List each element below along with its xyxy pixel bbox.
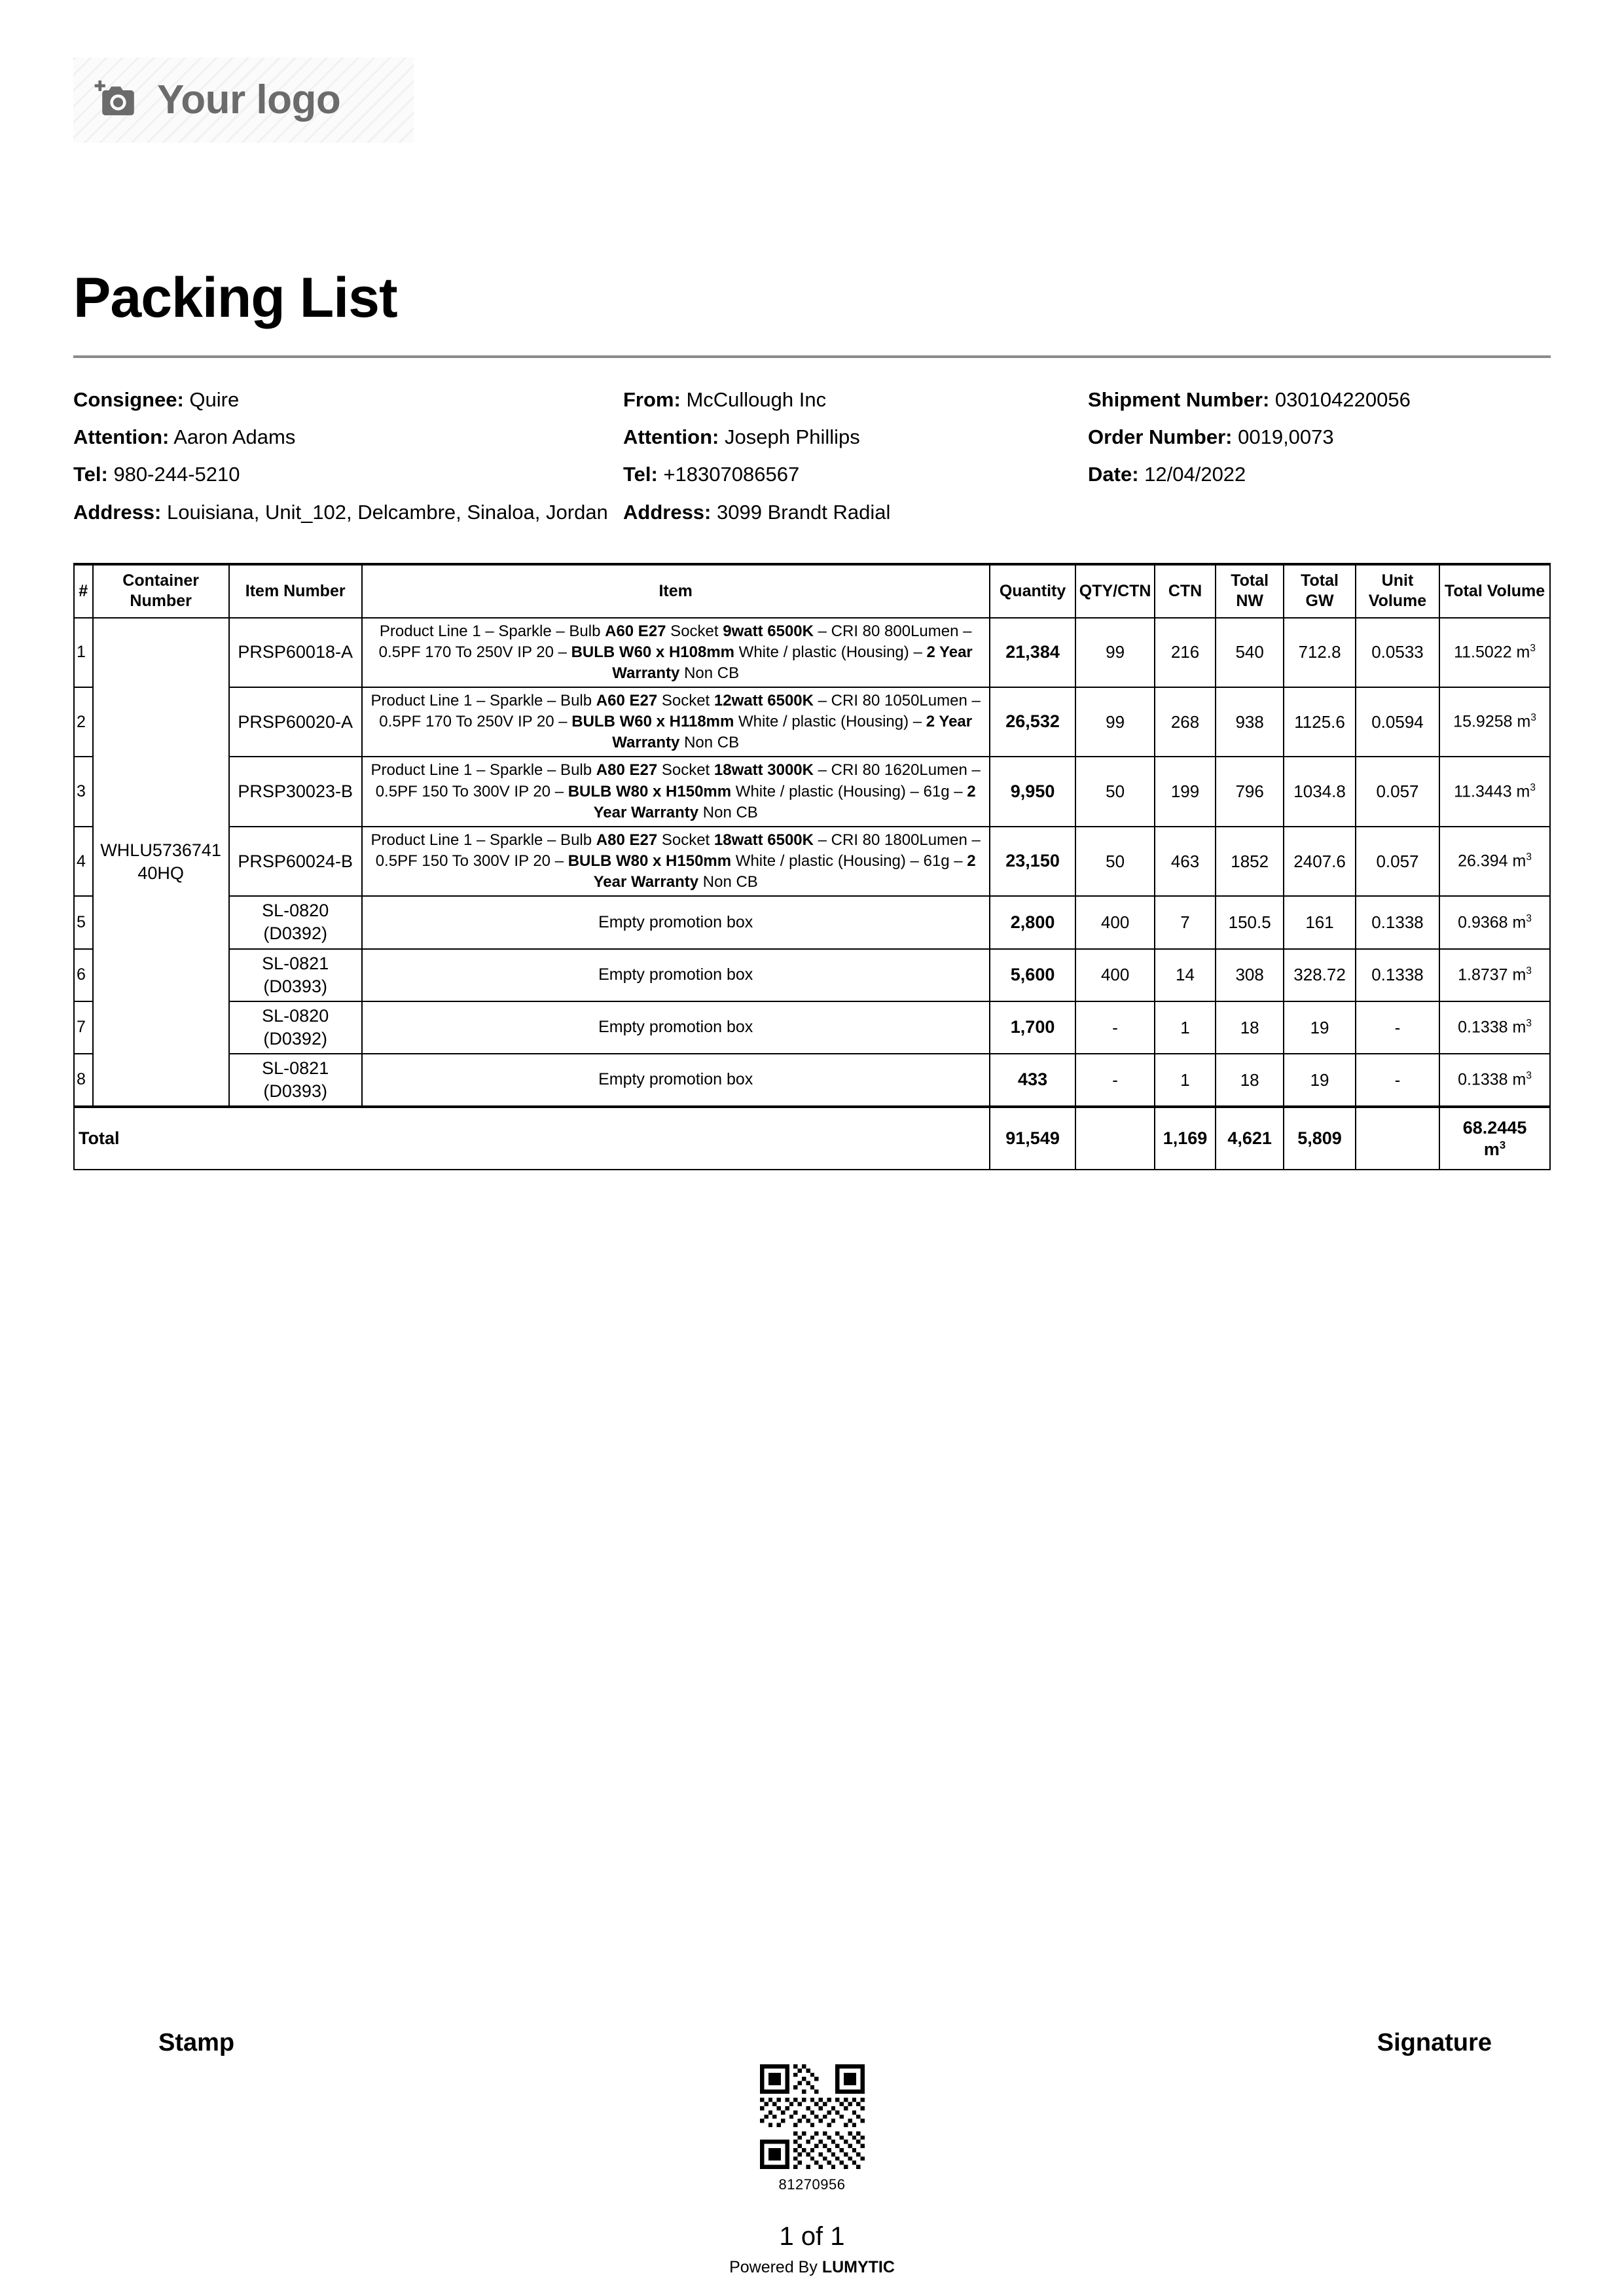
meta-label: Tel: <box>623 463 658 486</box>
cell-total-gw: 2407.6 <box>1284 827 1356 896</box>
document-meta <box>73 387 1551 537</box>
cell-total-nw: 150.5 <box>1216 896 1284 948</box>
meta-label: Shipment Number: <box>1088 388 1270 411</box>
cell-ctn: 7 <box>1155 896 1216 948</box>
cell-total-nw: 18 <box>1216 1001 1284 1054</box>
cell-item-description: Empty promotion box <box>362 949 990 1001</box>
powered-prefix: Powered By <box>729 2258 822 2276</box>
table-body <box>74 618 1550 1170</box>
qr-code-value: 81270956 <box>778 2176 846 2193</box>
cell-item-number: PRSP60020-A <box>229 687 362 757</box>
cell-total-gw: 328.72 <box>1284 949 1356 1001</box>
cell-total-label: Total <box>74 1107 990 1170</box>
cell-item-number: PRSP30023-B <box>229 757 362 826</box>
cell-item-description: Empty promotion box <box>362 1054 990 1107</box>
col-index: # <box>74 564 93 618</box>
meta-tel-consignee <box>73 462 623 486</box>
table-total-row <box>74 1107 1550 1170</box>
cell-total-volume: 15.9258 $m^3$ <box>1439 687 1550 757</box>
cell-total-gw: 1034.8 <box>1284 757 1356 826</box>
meta-value: 12/04/2022 <box>1144 463 1246 486</box>
cell-index: 1 <box>74 618 93 687</box>
cell-total-gw: 19 <box>1284 1001 1356 1054</box>
powered-by <box>0 2258 1624 2277</box>
cell-quantity: 1,700 <box>990 1001 1076 1054</box>
meta-label: Consignee: <box>73 388 184 411</box>
col-qty-per-ctn: QTY/CTN <box>1075 564 1155 618</box>
meta-label: From: <box>623 388 681 411</box>
meta-value: +18307086567 <box>663 463 800 486</box>
cell-item-description: Product Line 1 – Sparkle – Bulb A80 E27 Socket 18watt 3000K – CRI 80 1620Lumen – 0.5PF 150 To 300V IP 20 – BULB W80 x H150mm White / plastic (Housing) – 61g – 2 Year Warranty Non CB <box>362 757 990 826</box>
cell-total-volume: 11.5022 $m^3$ <box>1439 618 1550 687</box>
cell-quantity: 26,532 <box>990 687 1076 757</box>
cell-total-quantity: 91,549 <box>990 1107 1076 1170</box>
meta-label: Address: <box>623 500 712 524</box>
cell-unit-volume: 0.1338 <box>1356 896 1439 948</box>
cell-total-volume: 0.9368 $m^3$ <box>1439 896 1550 948</box>
cell-total-volume: 0.1338 $m^3$ <box>1439 1054 1550 1107</box>
cell-total-nw: 308 <box>1216 949 1284 1001</box>
title-divider <box>73 355 1551 358</box>
meta-label: Order Number: <box>1088 425 1233 449</box>
cell-total-volume: 0.1338 $m^3$ <box>1439 1001 1550 1054</box>
meta-value: 980-244-5210 <box>113 463 240 486</box>
meta-value: McCullough Inc <box>686 388 827 411</box>
cell-unit-volume: - <box>1356 1054 1439 1107</box>
cell-total-gw: 712.8 <box>1284 618 1356 687</box>
cell-item-description: Product Line 1 – Sparkle – Bulb A60 E27 Socket 12watt 6500K – CRI 80 1050Lumen – 0.5PF 170 To 250V IP 20 – BULB W60 x H118mm White / plastic (Housing) – 2 Year Warranty Non CB <box>362 687 990 757</box>
cell-quantity: 433 <box>990 1054 1076 1107</box>
cell-item-number: SL-0820 (D0392) <box>229 1001 362 1054</box>
meta-label: Attention: <box>623 425 719 449</box>
cell-unit-volume: 0.0533 <box>1356 618 1439 687</box>
meta-label: Address: <box>73 500 162 524</box>
page-title: Packing List <box>73 266 397 329</box>
table-row <box>74 757 1550 826</box>
cell-index: 7 <box>74 1001 93 1054</box>
cell-item-number: SL-0821 (D0393) <box>229 1054 362 1107</box>
cell-quantity: 21,384 <box>990 618 1076 687</box>
cell-unit-volume: 0.1338 <box>1356 949 1439 1001</box>
meta-row <box>73 425 1551 449</box>
cell-item-number: SL-0821 (D0393) <box>229 949 362 1001</box>
cell-total-gw: 1125.6 <box>1284 687 1356 757</box>
cell-ctn: 1 <box>1155 1001 1216 1054</box>
cell-total-ctn: 1,169 <box>1155 1107 1216 1170</box>
meta-value: 030104220056 <box>1274 388 1411 411</box>
col-unit-volume: Unit Volume <box>1356 564 1439 618</box>
cell-item-description: Empty promotion box <box>362 1001 990 1054</box>
cell-index: 3 <box>74 757 93 826</box>
col-total-nw: Total NW <box>1216 564 1284 618</box>
cell-qty-per-ctn: - <box>1075 1001 1155 1054</box>
cell-total-volume: 26.394 $m^3$ <box>1439 827 1550 896</box>
cell-qty-per-ctn: 50 <box>1075 757 1155 826</box>
meta-attention-consignee <box>73 425 623 449</box>
meta-row <box>73 500 1551 524</box>
col-total-volume: Total Volume <box>1439 564 1550 618</box>
table-row <box>74 949 1550 1001</box>
col-item-number: Item Number <box>229 564 362 618</box>
cell-index: 4 <box>74 827 93 896</box>
cell-quantity: 9,950 <box>990 757 1076 826</box>
meta-row <box>73 462 1551 486</box>
meta-label: Tel: <box>73 463 108 486</box>
meta-value: 0019,0073 <box>1238 425 1334 449</box>
col-quantity: Quantity <box>990 564 1076 618</box>
table-row <box>74 687 1550 757</box>
powered-brand: LUMYTIC <box>821 2258 895 2276</box>
table-header-row <box>74 564 1550 618</box>
signature-label: Signature <box>1377 2029 1492 2056</box>
cell-qty-per-ctn: 400 <box>1075 949 1155 1001</box>
meta-from <box>623 387 1088 412</box>
table-row <box>74 1054 1550 1107</box>
cell-ctn: 1 <box>1155 1054 1216 1107</box>
meta-label: Attention: <box>73 425 170 449</box>
meta-label: Date: <box>1088 463 1139 486</box>
cell-quantity: 23,150 <box>990 827 1076 896</box>
logo-text: Your logo <box>157 77 341 122</box>
cell-unit-volume: 0.057 <box>1356 827 1439 896</box>
table-row <box>74 618 1550 687</box>
meta-spacer <box>1088 500 1546 524</box>
meta-consignee <box>73 387 623 412</box>
cell-total-unit-volume <box>1356 1107 1439 1170</box>
cell-qty-per-ctn: 400 <box>1075 896 1155 948</box>
table-row <box>74 1001 1550 1054</box>
table-row <box>74 827 1550 896</box>
cell-total-gw: 5,809 <box>1284 1107 1356 1170</box>
stamp-label: Stamp <box>158 2029 235 2056</box>
cell-index: 5 <box>74 896 93 948</box>
cell-qty-per-ctn: 99 <box>1075 687 1155 757</box>
cell-index: 8 <box>74 1054 93 1107</box>
cell-qty-per-ctn: - <box>1075 1054 1155 1107</box>
signature-row <box>73 2029 1551 2068</box>
cell-quantity: 2,800 <box>990 896 1076 948</box>
col-container: Container Number <box>93 564 229 618</box>
cell-index: 6 <box>74 949 93 1001</box>
cell-total-nw: 1852 <box>1216 827 1284 896</box>
cell-unit-volume: - <box>1356 1001 1439 1054</box>
cell-total-nw: 18 <box>1216 1054 1284 1107</box>
meta-shipment-number <box>1088 387 1546 412</box>
cell-total-volume: 68.2445 $m^3$ <box>1439 1107 1550 1170</box>
meta-value: 3099 Brandt Radial <box>717 500 891 524</box>
cell-total-gw: 19 <box>1284 1054 1356 1107</box>
cell-item-description: Product Line 1 – Sparkle – Bulb A60 E27 Socket 9watt 6500K – CRI 80 800Lumen – 0.5PF 170 To 250V IP 20 – BULB W60 x H108mm White / plastic (Housing) – 2 Year Warranty Non CB <box>362 618 990 687</box>
cell-ctn: 463 <box>1155 827 1216 896</box>
qr-code-icon <box>760 2064 865 2169</box>
cell-total-qty-per-ctn <box>1075 1107 1155 1170</box>
meta-date <box>1088 462 1546 486</box>
logo-placeholder <box>73 58 414 143</box>
cell-total-nw: 540 <box>1216 618 1284 687</box>
cell-total-gw: 161 <box>1284 896 1356 948</box>
add-photo-camera-icon <box>92 76 140 124</box>
table-row <box>74 896 1550 948</box>
meta-attention-from <box>623 425 1088 449</box>
page-indicator: 1 of 1 <box>779 2222 845 2251</box>
cell-item-description: Product Line 1 – Sparkle – Bulb A80 E27 Socket 18watt 6500K – CRI 80 1800Lumen – 0.5PF 150 To 300V IP 20 – BULB W80 x H150mm White / plastic (Housing) – 61g – 2 Year Warranty Non CB <box>362 827 990 896</box>
col-ctn: CTN <box>1155 564 1216 618</box>
cell-total-nw: 796 <box>1216 757 1284 826</box>
cell-qty-per-ctn: 99 <box>1075 618 1155 687</box>
cell-total-nw: 4,621 <box>1216 1107 1284 1170</box>
meta-order-number <box>1088 425 1546 449</box>
cell-total-volume: 11.3443 $m^3$ <box>1439 757 1550 826</box>
page-footer <box>0 2029 1624 2281</box>
meta-value: Quire <box>189 388 240 411</box>
meta-tel-from <box>623 462 1088 486</box>
meta-value: Joseph Phillips <box>724 425 860 449</box>
packing-list-table <box>73 563 1551 1170</box>
cell-item-number: PRSP60018-A <box>229 618 362 687</box>
cell-ctn: 268 <box>1155 687 1216 757</box>
meta-value: Louisiana, Unit_102, Delcambre, Sinaloa, Jordan <box>167 500 608 524</box>
col-item: Item <box>362 564 990 618</box>
table-header <box>74 564 1550 618</box>
qr-block <box>0 2064 1624 2277</box>
cell-ctn: 216 <box>1155 618 1216 687</box>
cell-quantity: 5,600 <box>990 949 1076 1001</box>
meta-value: Aaron Adams <box>173 425 296 449</box>
cell-unit-volume: 0.057 <box>1356 757 1439 826</box>
cell-total-volume: 1.8737 $m^3$ <box>1439 949 1550 1001</box>
cell-unit-volume: 0.0594 <box>1356 687 1439 757</box>
meta-row <box>73 387 1551 412</box>
cell-index: 2 <box>74 687 93 757</box>
cell-item-number: SL-0820 (D0392) <box>229 896 362 948</box>
cell-item-description: Empty promotion box <box>362 896 990 948</box>
col-total-gw: Total GW <box>1284 564 1356 618</box>
cell-item-number: PRSP60024-B <box>229 827 362 896</box>
cell-total-nw: 938 <box>1216 687 1284 757</box>
cell-container-number: WHLU5736741 40HQ <box>93 618 229 1107</box>
cell-ctn: 14 <box>1155 949 1216 1001</box>
cell-qty-per-ctn: 50 <box>1075 827 1155 896</box>
meta-address-from <box>623 500 1088 524</box>
meta-address-consignee <box>73 500 623 524</box>
cell-ctn: 199 <box>1155 757 1216 826</box>
